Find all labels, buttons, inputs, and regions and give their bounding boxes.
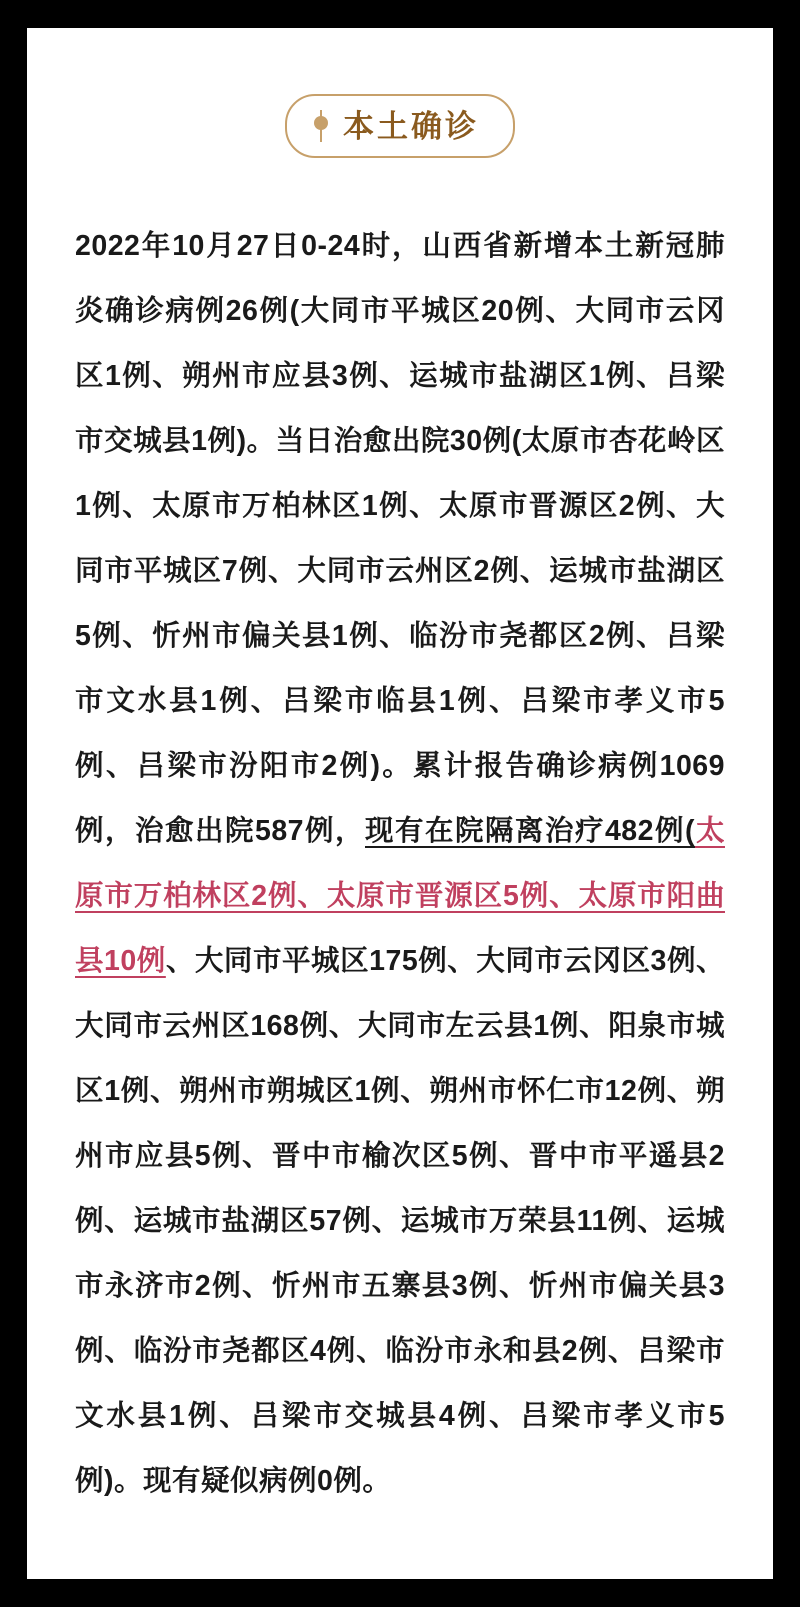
- badge-label: 本土确诊: [343, 108, 479, 144]
- pin-icon: [313, 108, 329, 144]
- report-body: [75, 214, 725, 1514]
- report-segment-intro: 2022年10月27日0-24时，山西省新增本土新冠肺炎确诊病例26例(大同市平城区20例、大同市云冈区1例、朔州市应县3例、运城市盐湖区1例、吕梁市交城县1例)。当日治愈出院30例(太原市杏花岭区1例、太原市万柏林区1例、太原市晋源区2例、大同市平城区7例、大同市云州区2例、运城市盐湖区5例、忻州市偏关县1例、临汾市尧都区2例、吕梁市文水县1例、吕梁市临县1例、吕梁市孝义市5例、吕梁市汾阳市2例)。累计报告确诊病例1069例，治愈出院587例，: [75, 230, 725, 847]
- report-segment-tail: 、大同市平城区175例、大同市云冈区3例、大同市云州区168例、大同市左云县1例、阳泉市城区1例、朔州市朔城区1例、朔州市怀仁市12例、朔州市应县5例、晋中市榆次区5例、晋中市平遥县2例、运城市盐湖区57例、运城市万荣县11例、运城市永济市2例、忻州市五寨县3例、忻州市偏关县3例、临汾市尧都区4例、临汾市永和县2例、吕梁市文水县1例、吕梁市交城县4例、吕梁市孝义市5例)。现有疑似病例0例。: [75, 945, 725, 1497]
- badge-container: [27, 94, 773, 158]
- status-badge: [285, 94, 515, 158]
- report-card: [27, 28, 773, 1579]
- report-segment-highlighted: 太原市万柏林区2例、太原市晋源区5例、太原市阳曲县10例: [75, 815, 725, 977]
- report-segment-underlined: 现有在院隔离治疗482例(: [365, 815, 695, 847]
